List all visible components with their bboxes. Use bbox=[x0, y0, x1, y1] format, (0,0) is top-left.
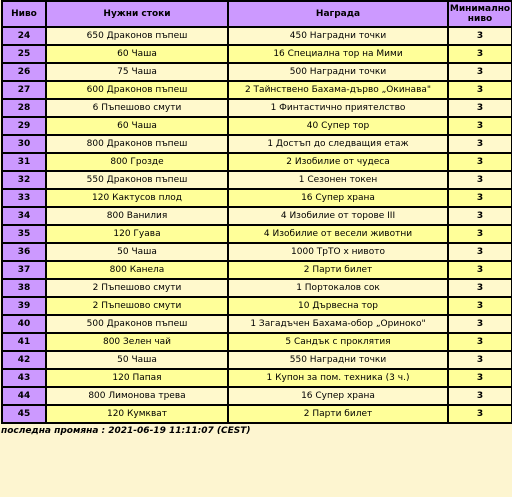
reward-cell: 2 Тайнствено Бахама-дърво „Окинава" bbox=[228, 81, 448, 99]
header-min-level: Минимално ниво bbox=[448, 1, 512, 27]
level-cell: 37 bbox=[2, 261, 46, 279]
goods-cell: 800 Лимонова трева bbox=[46, 387, 228, 405]
min-level-cell: 3 bbox=[448, 153, 512, 171]
goods-cell: 50 Чаша bbox=[46, 243, 228, 261]
min-level-cell: 3 bbox=[448, 387, 512, 405]
level-cell: 33 bbox=[2, 189, 46, 207]
level-cell: 34 bbox=[2, 207, 46, 225]
reward-cell: 1000 ТрТО х нивото bbox=[228, 243, 448, 261]
table-row bbox=[2, 189, 512, 207]
min-level-cell: 3 bbox=[448, 27, 512, 45]
level-cell: 29 bbox=[2, 117, 46, 135]
goods-cell: 60 Чаша bbox=[46, 117, 228, 135]
table-row bbox=[2, 117, 512, 135]
min-level-cell: 3 bbox=[448, 315, 512, 333]
level-cell: 30 bbox=[2, 135, 46, 153]
last-modified: последна промяна : 2021-06-19 11:11:07 (CEST) bbox=[1, 426, 251, 436]
min-level-cell: 3 bbox=[448, 261, 512, 279]
goods-cell: 800 Зелен чай bbox=[46, 333, 228, 351]
level-cell: 27 bbox=[2, 81, 46, 99]
min-level-cell: 3 bbox=[448, 333, 512, 351]
header-level: Ниво bbox=[2, 1, 46, 27]
level-cell: 41 bbox=[2, 333, 46, 351]
level-cell: 42 bbox=[2, 351, 46, 369]
level-cell: 45 bbox=[2, 405, 46, 423]
reward-cell: 1 Купон за пом. техника (3 ч.) bbox=[228, 369, 448, 387]
reward-cell: 1 Загадъчен Бахама-обор „Ориноко" bbox=[228, 315, 448, 333]
min-level-cell: 3 bbox=[448, 225, 512, 243]
goods-cell: 650 Драконов пъпеш bbox=[46, 27, 228, 45]
table-row bbox=[2, 387, 512, 405]
reward-cell: 1 Финтастично приятелство bbox=[228, 99, 448, 117]
min-level-cell: 3 bbox=[448, 45, 512, 63]
goods-cell: 500 Драконов пъпеш bbox=[46, 315, 228, 333]
goods-cell: 800 Драконов пъпеш bbox=[46, 135, 228, 153]
goods-cell: 120 Папая bbox=[46, 369, 228, 387]
table-row bbox=[2, 261, 512, 279]
level-cell: 28 bbox=[2, 99, 46, 117]
table-row bbox=[2, 99, 512, 117]
level-cell: 32 bbox=[2, 171, 46, 189]
table-row bbox=[2, 27, 512, 45]
min-level-cell: 3 bbox=[448, 207, 512, 225]
table-row bbox=[2, 81, 512, 99]
goods-cell: 600 Драконов пъпеш bbox=[46, 81, 228, 99]
min-level-cell: 3 bbox=[448, 63, 512, 81]
table-row bbox=[2, 171, 512, 189]
goods-cell: 6 Пъпешово смути bbox=[46, 99, 228, 117]
reward-cell: 500 Наградни точки bbox=[228, 63, 448, 81]
min-level-cell: 3 bbox=[448, 405, 512, 423]
goods-cell: 75 Чаша bbox=[46, 63, 228, 81]
table-row bbox=[2, 297, 512, 315]
header-goods: Нужни стоки bbox=[46, 1, 228, 27]
level-cell: 40 bbox=[2, 315, 46, 333]
header-reward: Награда bbox=[228, 1, 448, 27]
reward-cell: 10 Дървесна тор bbox=[228, 297, 448, 315]
table-row bbox=[2, 45, 512, 63]
table-row bbox=[2, 405, 512, 423]
table-row bbox=[2, 315, 512, 333]
level-cell: 31 bbox=[2, 153, 46, 171]
goods-cell: 800 Канела bbox=[46, 261, 228, 279]
goods-cell: 120 Кактусов плод bbox=[46, 189, 228, 207]
min-level-cell: 3 bbox=[448, 279, 512, 297]
level-cell: 35 bbox=[2, 225, 46, 243]
level-cell: 24 bbox=[2, 27, 46, 45]
table-row bbox=[2, 243, 512, 261]
reward-cell: 5 Сандък с проклятия bbox=[228, 333, 448, 351]
rewards-table bbox=[1, 0, 512, 424]
reward-cell: 4 Изобилие от весели животни bbox=[228, 225, 448, 243]
min-level-cell: 3 bbox=[448, 369, 512, 387]
min-level-cell: 3 bbox=[448, 297, 512, 315]
table-row bbox=[2, 63, 512, 81]
table-row bbox=[2, 135, 512, 153]
level-cell: 39 bbox=[2, 297, 46, 315]
table-row bbox=[2, 153, 512, 171]
min-level-cell: 3 bbox=[448, 135, 512, 153]
goods-cell: 800 Грозде bbox=[46, 153, 228, 171]
table-row bbox=[2, 333, 512, 351]
table-row bbox=[2, 369, 512, 387]
goods-cell: 120 Гуава bbox=[46, 225, 228, 243]
level-cell: 36 bbox=[2, 243, 46, 261]
min-level-cell: 3 bbox=[448, 99, 512, 117]
table-body bbox=[2, 27, 512, 423]
reward-cell: 40 Супер тор bbox=[228, 117, 448, 135]
min-level-cell: 3 bbox=[448, 243, 512, 261]
table-row bbox=[2, 279, 512, 297]
reward-cell: 1 Портокалов сок bbox=[228, 279, 448, 297]
goods-cell: 800 Ванилия bbox=[46, 207, 228, 225]
table-row bbox=[2, 225, 512, 243]
reward-cell: 16 Супер храна bbox=[228, 387, 448, 405]
level-cell: 38 bbox=[2, 279, 46, 297]
level-cell: 43 bbox=[2, 369, 46, 387]
min-level-cell: 3 bbox=[448, 81, 512, 99]
goods-cell: 550 Драконов пъпеш bbox=[46, 171, 228, 189]
reward-cell: 2 Изобилие от чудеса bbox=[228, 153, 448, 171]
goods-cell: 2 Пъпешово смути bbox=[46, 297, 228, 315]
reward-cell: 450 Наградни точки bbox=[228, 27, 448, 45]
min-level-cell: 3 bbox=[448, 189, 512, 207]
min-level-cell: 3 bbox=[448, 117, 512, 135]
min-level-cell: 3 bbox=[448, 171, 512, 189]
table-row bbox=[2, 207, 512, 225]
level-cell: 26 bbox=[2, 63, 46, 81]
reward-cell: 550 Наградни точки bbox=[228, 351, 448, 369]
reward-cell: 1 Достъп до следващия етаж bbox=[228, 135, 448, 153]
reward-cell: 4 Изобилие от торове III bbox=[228, 207, 448, 225]
goods-cell: 2 Пъпешово смути bbox=[46, 279, 228, 297]
reward-cell: 1 Сезонен токен bbox=[228, 171, 448, 189]
reward-cell: 2 Парти билет bbox=[228, 261, 448, 279]
goods-cell: 60 Чаша bbox=[46, 45, 228, 63]
reward-cell: 16 Специална тор на Мими bbox=[228, 45, 448, 63]
reward-cell: 16 Супер храна bbox=[228, 189, 448, 207]
level-cell: 25 bbox=[2, 45, 46, 63]
level-cell: 44 bbox=[2, 387, 46, 405]
goods-cell: 120 Кумкват bbox=[46, 405, 228, 423]
table-row bbox=[2, 351, 512, 369]
reward-cell: 2 Парти билет bbox=[228, 405, 448, 423]
header-row bbox=[2, 1, 512, 27]
min-level-cell: 3 bbox=[448, 351, 512, 369]
goods-cell: 50 Чаша bbox=[46, 351, 228, 369]
